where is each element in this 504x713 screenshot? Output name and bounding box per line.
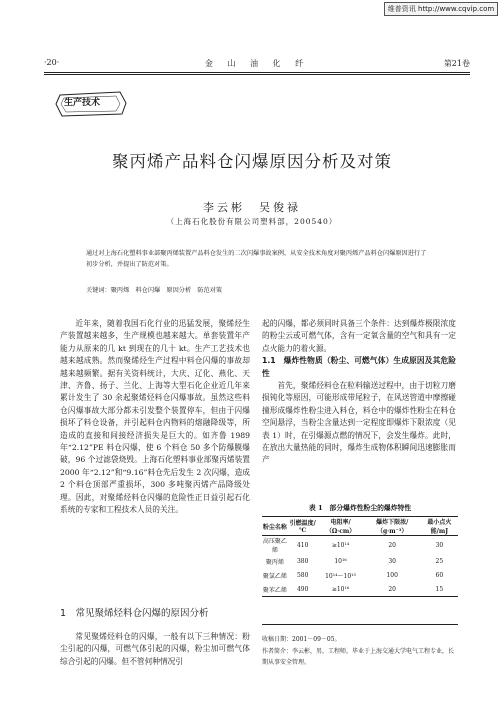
table-cell: 聚氯乙烯 [262,572,287,580]
table-row [262,536,458,555]
footnote-rule [262,624,458,625]
table-row [262,568,458,582]
page-number: ·20· [44,58,60,67]
table-cell: 20 [388,541,396,549]
table-row [262,582,458,597]
intro-paragraph: 近年来，随着我国石化行业的迅猛发展，聚烯烃生产装置越来越多，生产规模也越来越大。单套装置年产能力从原来的几 kt 到现在的几十 kt。生产工艺技术也越来越成熟。然而聚烯烃生产过程中料仓闪爆的事故却越来越频繁。据有关资料统计，大庆、辽化、燕化、天津、齐鲁、扬子、兰化、上海等大型石化企业近几年来累计发生了 30 余起聚烯烃料仓闪爆事故。虽然这些料仓闪爆事故大部分都未引发整个装置停车，但由于闪爆损坏了料仓设备，并引起料仓内物料的熔融降级等，所造成的直接和间接经济损失是巨大的。如齐鲁 1989 年“2.12”PE 料仓闪爆，使 6 个料仓 50 多个防爆膜爆破，96 个过滤袋烧毁。上海石化塑料事业部聚丙烯装置 2000 年“2.12”和“9.16”料仓先后发生 2 次闪爆，造成 2 个料仓顶部严重损坏，300 多吨聚丙烯产品降级处理。因此，对聚烯烃料仓闪爆的危险性正日益引起石化系统的专家和工程技术人员的关注。 [60,319,250,515]
header-rule-thin [44,74,470,75]
table-header: 爆炸下限浓/（g·m⁻³） [364,517,421,536]
abstract: 通过对上海石化塑料事业部聚丙烯装置产品料仓发生的二次闪爆事故案例，从安全技术角度对聚丙烯产品料仓闪爆原因进行了初步分析，并提出了防范对策。 [86,250,427,268]
table-cell: 25 [435,557,444,565]
keywords-list: 聚丙烯 料仓闪爆 原因分析 防范对策 [110,287,223,294]
table-cell: 聚丙烯 [265,558,284,566]
section-tag [54,90,128,116]
table-cell: 高压聚乙烯 [262,538,287,554]
keywords-label: 关键词： [86,287,111,294]
table-cell: 10¹⁴～10¹⁵ [325,572,356,580]
table-cell: 410 [296,541,309,549]
table-cell: 20 [364,582,421,597]
table-caption: 表 1 部分爆炸性粉尘的爆炸特性 [308,504,412,512]
left-column [60,318,250,517]
table-cell: ≥10¹⁶ [317,582,363,597]
running-header [44,56,470,70]
table-header: 电阻率/（Ω·cm） [317,517,363,536]
section-tag-label: 生产技术 [64,98,101,108]
table-header: 粉尘名称 [262,517,288,536]
table-cell: ≥10¹⁴ [331,541,350,549]
table-cell: 380 [296,557,309,565]
table-cell: 580 [296,571,309,579]
paper-title: 聚丙烯产品料仓闪爆原因分析及对策 [112,152,392,171]
section1-paragraph: 常见聚烯烃料仓的闪爆，一般有以下三种情况：粉尘引起的闪爆，可燃气体引起的闪爆，粉尘加可燃气体综合引起的闪爆。但不管何种情况引 [60,632,250,666]
journal-name: 金 山 油 化 纤 [204,59,310,68]
authors: 李云彬 吴俊禄 [203,201,301,214]
footnote [262,634,458,669]
table-cell: 100 [386,571,398,579]
right-column [262,318,456,467]
table-row [262,554,458,568]
source-stamp: 维普资讯 http://www.cqvip.com [384,2,498,16]
table-header: 引燃温度/℃ [288,517,318,536]
left-column-lower [60,631,250,668]
table-cell: 490 [288,582,318,597]
table-cell: 60 [435,571,444,579]
author-bio: 作者简介：李云彬，男，工程师，毕业于上海交通大学电气工程专业，长期从事安全管理。 [262,648,455,666]
header-rule [44,72,470,73]
table-cell: 30 [435,541,444,549]
table-header: 最小点火能/mJ [421,517,458,536]
section-heading-1: 1 常见聚烯烃料仓闪爆的原因分析 [60,608,209,619]
table-cell: 聚苯乙烯 [262,582,288,597]
subsection-heading-1-1: 1.1 爆炸性物质（粉尘、可燃气体）生成原因及其危险性 [262,356,456,378]
table-cell: 30 [388,557,396,565]
received-date: 收稿日期：2001－09－05。 [262,636,341,643]
dust-property-table [262,516,458,597]
table-cell: 10¹⁶ [334,557,347,565]
keywords [86,285,222,294]
table-cell: 15 [421,582,458,597]
volume-label: 第21卷 [443,59,470,68]
right-paragraph-2: 首先，聚烯烃料仓在粒料输送过程中，由于切粒刀磨损钝化等原因，可能形成带尾粒子，在风送管道中摩擦碰撞形成爆炸性粉尘进入料仓，料仓中的爆炸性粉尘在料仓空间悬浮，当粉尘含量达到一定程度即爆炸下限浓度（见表 1）时，在引爆源点燃的情况下，会发生爆炸。此时，在放出大量热能的同时，爆炸生成物体积瞬间迅速膨胀而产 [262,381,456,465]
affiliation: （上海石化股份有限公司塑料部，200540） [166,217,338,226]
right-paragraph-1: 起的闪爆，都必须同时具备三个条件：达到爆炸极限浓度的粉尘云或可燃气体，含有一定氧含量的空气和具有一定点火能力的着火源。 [262,319,456,353]
